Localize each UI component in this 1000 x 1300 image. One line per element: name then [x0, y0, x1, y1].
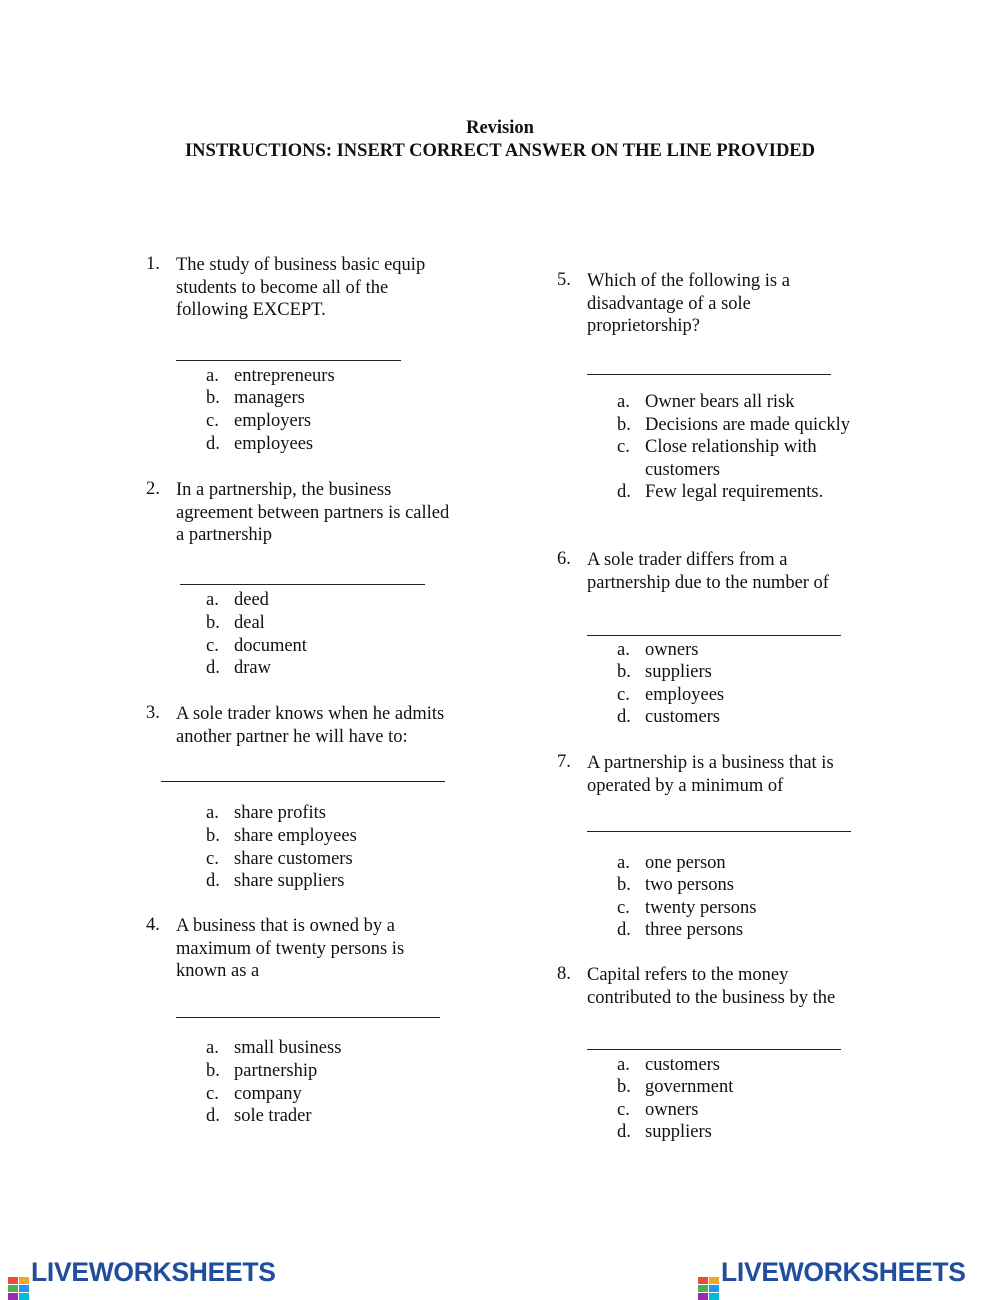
logo-block: [19, 1277, 29, 1284]
question-number: 5.: [557, 270, 571, 290]
question-text: Which of the following is a disadvantage of a sole proprietorship?: [587, 271, 790, 336]
answer-input-8[interactable]: [587, 1049, 841, 1050]
liveworksheets-logo-left: [8, 1257, 276, 1287]
question-number: 2.: [146, 479, 160, 499]
logo-text: LIVEWORKSHEETS: [721, 1257, 966, 1287]
page-title: Revision: [466, 118, 534, 138]
logo-blocks-icon: [8, 1277, 29, 1300]
logo-block: [8, 1277, 18, 1284]
question-text: In a partnership, the business agreement between partners is called a partnership: [176, 480, 450, 545]
answer-input-1[interactable]: [176, 360, 401, 361]
question-text: A partnership is a business that is operated by a minimum of: [587, 753, 834, 796]
answer-input-2[interactable]: [180, 584, 425, 585]
logo-blocks-icon: [698, 1277, 719, 1300]
logo-block: [709, 1277, 719, 1284]
logo-block: [698, 1293, 708, 1300]
logo-block: [8, 1293, 18, 1300]
answer-input-3[interactable]: [161, 781, 445, 782]
question-text: The study of business basic equip students to become all of the following EXCEPT.: [176, 255, 426, 320]
question-number: 3.: [146, 703, 160, 723]
answer-input-7[interactable]: [587, 831, 851, 832]
question-text: A sole trader knows when he admits another partner he will have to:: [176, 704, 445, 747]
question-number: 6.: [557, 549, 571, 569]
logo-block: [709, 1293, 719, 1300]
question-text: A business that is owned by a maximum of twenty persons is known as a: [176, 916, 405, 981]
answer-input-6[interactable]: [587, 635, 841, 636]
answer-input-4[interactable]: [176, 1017, 440, 1018]
question-number: 7.: [557, 752, 571, 772]
logo-block: [698, 1277, 708, 1284]
liveworksheets-logo-right: [698, 1257, 966, 1287]
question-number: 4.: [146, 915, 160, 935]
answer-input-5[interactable]: [587, 374, 831, 375]
question-number: 1.: [146, 254, 160, 274]
question-number: 8.: [557, 964, 571, 984]
logo-text: LIVEWORKSHEETS: [31, 1257, 276, 1287]
question-text: A sole trader differs from a partnership due to the number of: [587, 550, 829, 593]
instructions-heading: INSTRUCTIONS: INSERT CORRECT ANSWER ON THE LINE PROVIDED: [184, 141, 816, 161]
logo-block: [19, 1293, 29, 1300]
question-text: Capital refers to the money contributed to the business by the: [587, 965, 836, 1008]
